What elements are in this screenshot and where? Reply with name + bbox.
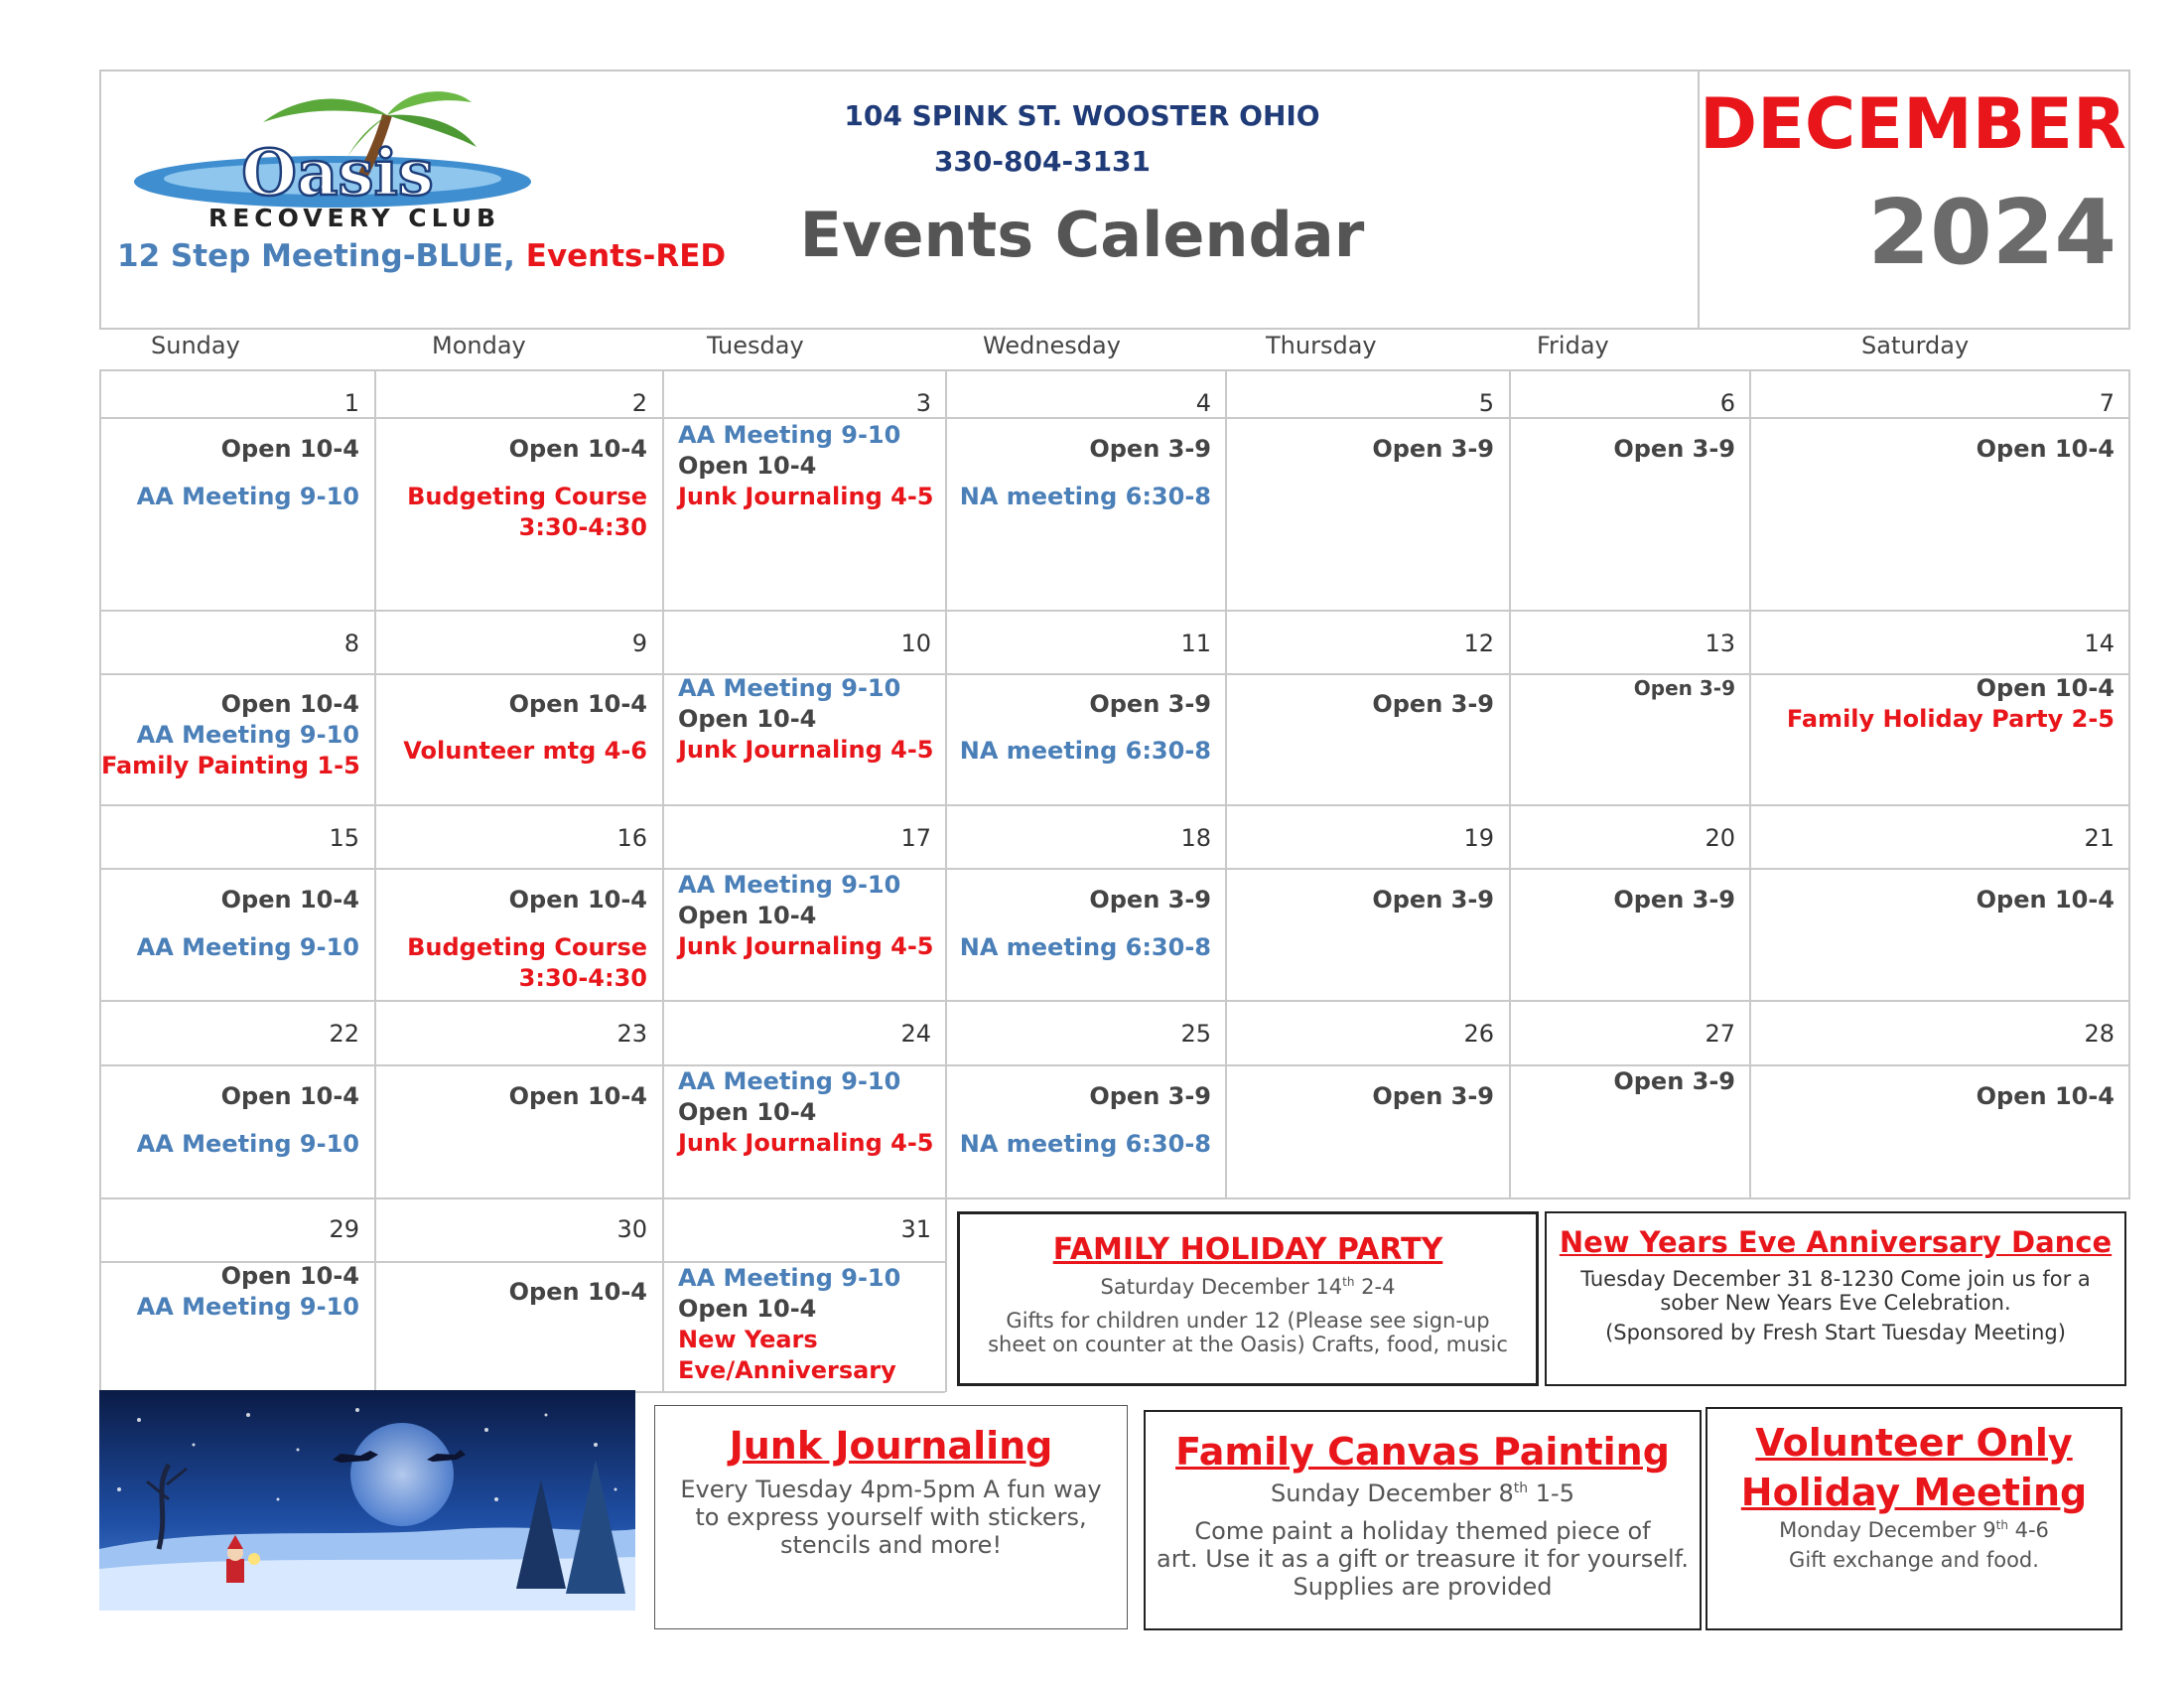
day-number: 17 xyxy=(900,824,931,852)
meeting-text: AA Meeting 9-10 xyxy=(136,1130,359,1158)
day-number: 5 xyxy=(1478,389,1494,417)
box-line: to express yourself with stickers, xyxy=(695,1503,1087,1531)
weekday-tuesday: Tuesday xyxy=(707,332,804,359)
hours-text: Open 10-4 xyxy=(508,435,647,463)
box-line: Tuesday December 31 8-1230 Come join us for a xyxy=(1580,1267,2091,1291)
box-line: Every Tuesday 4pm-5pm A fun way xyxy=(680,1476,1102,1503)
event-text: New Years xyxy=(678,1326,818,1353)
event-text: Eve/Anniversary xyxy=(678,1356,896,1384)
hours-text: Open 10-4 xyxy=(508,690,647,718)
hours-text: Open 3-9 xyxy=(1089,690,1211,718)
junk-journaling-box xyxy=(654,1405,1128,1629)
day-number: 25 xyxy=(1180,1020,1211,1048)
hours-text: Open 10-4 xyxy=(678,902,817,929)
hours-text: Open 3-9 xyxy=(1089,435,1211,463)
weekday-friday: Friday xyxy=(1537,332,1609,359)
hours-text: Open 10-4 xyxy=(508,886,647,914)
hours-text: Open 10-4 xyxy=(220,886,359,914)
day-number: 14 xyxy=(2084,630,2115,657)
meeting-text: AA Meeting 9-10 xyxy=(678,674,901,702)
box-line: art. Use it as a gift or treasure it for yourself. xyxy=(1157,1545,1689,1573)
hours-text: Open 3-9 xyxy=(1372,690,1494,718)
family-holiday-party-box xyxy=(957,1211,1539,1386)
day-number: 19 xyxy=(1463,824,1494,852)
phone: 330-804-3131 xyxy=(933,145,1152,178)
day-number: 4 xyxy=(1195,389,1211,417)
meeting-text: AA Meeting 9-10 xyxy=(136,1293,359,1321)
event-text: Budgeting Course xyxy=(407,483,647,510)
day-number: 3 xyxy=(915,389,931,417)
meeting-text: AA Meeting 9-10 xyxy=(678,871,901,899)
day-number: 29 xyxy=(329,1215,359,1243)
weekday-monday: Monday xyxy=(432,332,526,359)
day-number: 7 xyxy=(2099,389,2115,417)
day-number: 16 xyxy=(616,824,647,852)
meeting-text: AA Meeting 9-10 xyxy=(136,483,359,510)
hours-text: Open 10-4 xyxy=(1976,886,2115,914)
meeting-text: AA Meeting 9-10 xyxy=(678,421,901,449)
legend-blue: 12 Step Meeting-BLUE, xyxy=(117,238,515,274)
event-text: Junk Journaling 4-5 xyxy=(678,1129,934,1157)
day-number: 21 xyxy=(2084,824,2115,852)
day-number: 20 xyxy=(1705,824,1735,852)
box-line: (Sponsored by Fresh Start Tuesday Meeting) xyxy=(1605,1321,2066,1344)
day-number: 27 xyxy=(1705,1020,1735,1048)
hours-text: Open 3-9 xyxy=(1613,1067,1735,1095)
box-line: sheet on counter at the Oasis) Crafts, food, music xyxy=(988,1333,1508,1356)
hours-text: Open 10-4 xyxy=(220,435,359,463)
new-years-eve-box xyxy=(1545,1211,2126,1386)
hours-text: Open 10-4 xyxy=(1976,674,2115,702)
volunteer-meeting-box xyxy=(1706,1407,2122,1630)
event-text: Volunteer mtg 4-6 xyxy=(403,737,647,765)
hours-text: Open 3-9 xyxy=(1372,886,1494,914)
day-number: 9 xyxy=(631,630,647,657)
color-legend xyxy=(117,238,726,274)
page-title: Events Calendar xyxy=(799,199,1365,271)
year-label: 2024 xyxy=(1867,181,2116,285)
box-date: Sunday December 8th 1-5 xyxy=(1271,1479,1574,1507)
day-number: 2 xyxy=(631,389,647,417)
meeting-text: NA meeting 6:30-8 xyxy=(959,1130,1211,1158)
day-number: 15 xyxy=(329,824,359,852)
day-number: 8 xyxy=(343,630,359,657)
day-number: 26 xyxy=(1463,1020,1494,1048)
day-number: 22 xyxy=(329,1020,359,1048)
box-line: Come paint a holiday themed piece of xyxy=(1194,1517,1651,1545)
day-number: 28 xyxy=(2084,1020,2115,1048)
hours-text: Open 10-4 xyxy=(678,1295,817,1323)
hours-text: Open 10-4 xyxy=(508,1082,647,1110)
day-number: 12 xyxy=(1463,630,1494,657)
hours-text: Open 10-4 xyxy=(1976,1082,2115,1110)
hours-text: Open 10-4 xyxy=(678,452,817,480)
day-number: 24 xyxy=(900,1020,931,1048)
event-text: Budgeting Course xyxy=(407,933,647,961)
weekday-thursday: Thursday xyxy=(1266,332,1377,359)
event-text: Family Holiday Party 2-5 xyxy=(1786,705,2115,733)
hours-text: Open 3-9 xyxy=(1089,1082,1211,1110)
hours-text: Open 10-4 xyxy=(1976,435,2115,463)
event-text: Junk Journaling 4-5 xyxy=(678,932,934,960)
month-label: DECEMBER xyxy=(1700,83,2126,165)
box-title: FAMILY HOLIDAY PARTY xyxy=(1052,1232,1443,1267)
weekday-saturday: Saturday xyxy=(1861,332,1970,359)
logo-word: Oasis xyxy=(241,136,434,211)
day-number: 30 xyxy=(616,1215,647,1243)
hours-text: Open 3-9 xyxy=(1089,886,1211,914)
event-text: 3:30-4:30 xyxy=(518,964,647,992)
hours-text: Open 10-4 xyxy=(220,1082,359,1110)
box-line: Supplies are provided xyxy=(1293,1573,1553,1601)
hours-text: Open 3-9 xyxy=(1372,435,1494,463)
weekday-wednesday: Wednesday xyxy=(983,332,1121,359)
hours-text: Open 10-4 xyxy=(508,1278,647,1306)
legend-red: Events-RED xyxy=(514,238,727,274)
family-canvas-painting-box xyxy=(1144,1410,1702,1630)
box-title: Family Canvas Painting xyxy=(1175,1430,1670,1474)
day-number: 13 xyxy=(1705,630,1735,657)
meeting-text: AA Meeting 9-10 xyxy=(136,721,359,749)
day-number: 18 xyxy=(1180,824,1211,852)
day-number: 11 xyxy=(1180,630,1211,657)
box-date: Monday December 9th 4-6 xyxy=(1779,1518,2049,1542)
event-text: 3:30-4:30 xyxy=(518,513,647,541)
meeting-text: AA Meeting 9-10 xyxy=(678,1067,901,1095)
box-title: Junk Journaling xyxy=(729,1424,1053,1468)
hours-text: Open 10-4 xyxy=(220,1262,359,1290)
meeting-text: AA Meeting 9-10 xyxy=(136,933,359,961)
day-number: 1 xyxy=(343,389,359,417)
event-text: Junk Journaling 4-5 xyxy=(678,736,934,764)
day-number: 23 xyxy=(616,1020,647,1048)
box-line: Gifts for children under 12 (Please see sign-up xyxy=(1006,1309,1490,1333)
hours-text: Open 3-9 xyxy=(1613,435,1735,463)
logo-org-line: RECOVERY CLUB xyxy=(207,204,501,231)
day-number: 6 xyxy=(1719,389,1735,417)
hours-text: Open 3-9 xyxy=(1613,886,1735,914)
meeting-text: NA meeting 6:30-8 xyxy=(959,933,1211,961)
hours-text: Open 10-4 xyxy=(678,1098,817,1126)
box-title: Holiday Meeting xyxy=(1740,1471,2088,1514)
box-title: Volunteer Only xyxy=(1755,1421,2073,1465)
hours-text: Open 10-4 xyxy=(678,705,817,733)
box-line: Gift exchange and food. xyxy=(1789,1548,2039,1572)
box-line: sober New Years Eve Celebration. xyxy=(1660,1291,2011,1315)
meeting-text: AA Meeting 9-10 xyxy=(678,1264,901,1292)
box-line: stencils and more! xyxy=(779,1531,1003,1559)
meeting-text: NA meeting 6:30-8 xyxy=(959,737,1211,765)
day-number: 10 xyxy=(900,630,931,657)
address: 104 SPINK ST. WOOSTER OHIO xyxy=(844,99,1320,132)
hours-text: Open 3-9 xyxy=(1633,676,1735,700)
hours-text: Open 10-4 xyxy=(220,690,359,718)
box-title: New Years Eve Anniversary Dance xyxy=(1559,1225,2113,1259)
event-text: Family Painting 1-5 xyxy=(101,752,360,779)
day-number: 31 xyxy=(900,1215,931,1243)
winter-night-image xyxy=(99,1390,635,1611)
box-date: Saturday December 14th 2-4 xyxy=(1100,1275,1396,1299)
weekday-sunday: Sunday xyxy=(151,332,240,359)
event-text: Junk Journaling 4-5 xyxy=(678,483,934,510)
oasis-logo xyxy=(134,87,541,231)
meeting-text: NA meeting 6:30-8 xyxy=(959,483,1211,510)
hours-text: Open 3-9 xyxy=(1372,1082,1494,1110)
